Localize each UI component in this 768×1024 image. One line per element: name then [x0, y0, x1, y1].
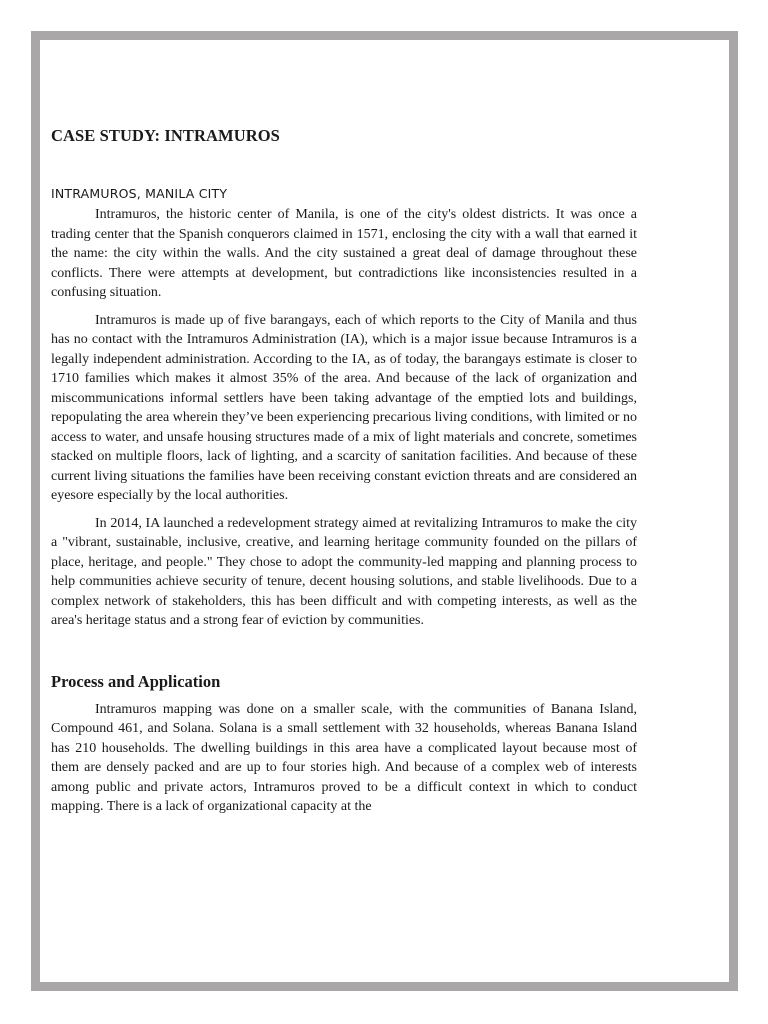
document-title: CASE STUDY: INTRAMUROS — [51, 126, 280, 145]
section-paragraph: Intramuros mapping was done on a smaller scale, with the communities of Banana Island, Compound 461, and Solana. Solana is a small settlement with 32 households, whereas Banana Island has 210 households. The dwelling buildings in this area have a complicated layout because most of them are densely packed and are up to four stories high. And because of a complex web of interests among public and private actors, Intramuros proved to be a difficult context in which to conduct mapping. There is a lack of organizational capacity at the — [51, 701, 637, 814]
document-subtitle: INTRAMUROS, MANILA CITY — [51, 186, 228, 201]
section-heading: Process and Application — [51, 671, 221, 691]
paragraph: In 2014, IA launched a redevelopment strategy aimed at revitalizing Intramuros to make the city a "vibrant, sustainable, inclusive, creative, and learning heritage community founded on the pillars of place, heritage, and people." They chose to adopt the community-led mapping and planning process to help communities achieve security of tenure, decent housing solutions, and stable livelihoods. Due to a complex network of stakeholders, this has been difficult and with competing interests, as well as the area's heritage status and a strong fear of eviction by communities. — [51, 515, 637, 628]
document-page — [51, 122, 637, 817]
paragraph: Intramuros, the historic center of Manila, is one of the city's oldest districts. It was once a trading center that the Spanish conquerors claimed in 1571, enclosing the city with a wall that earned it the name: the city within the walls. And the city sustained a great deal of damage throughout these conflicts. There were attempts at development, but contradictions like inconsistencies resulted in a confusing situation. — [51, 207, 637, 300]
paragraph: Intramuros is made up of five barangays, each of which reports to the City of Manila and thus has no contact with the Intramuros Administration (IA), which is a major issue because Intramuros is a legally independent administration. According to the IA, as of today, the barangays estimate is closer to 1710 families which makes it almost 35% of the area. And because of the lack of organization and miscommunications informal settlers have been taking advantage of the emptied lots and buildings, repopulating the area wherein they’ve been experiencing precarious living conditions, with limited or no access to water, and unsafe housing structures made of a mix of light materials and concrete, sometimes stacked on multiple floors, lack of lighting, and a scarcity of sanitation facilities. And because of these current living situations the families have been receiving constant eviction threats and are considered an eyesore especially by the local authorities. — [51, 312, 637, 503]
